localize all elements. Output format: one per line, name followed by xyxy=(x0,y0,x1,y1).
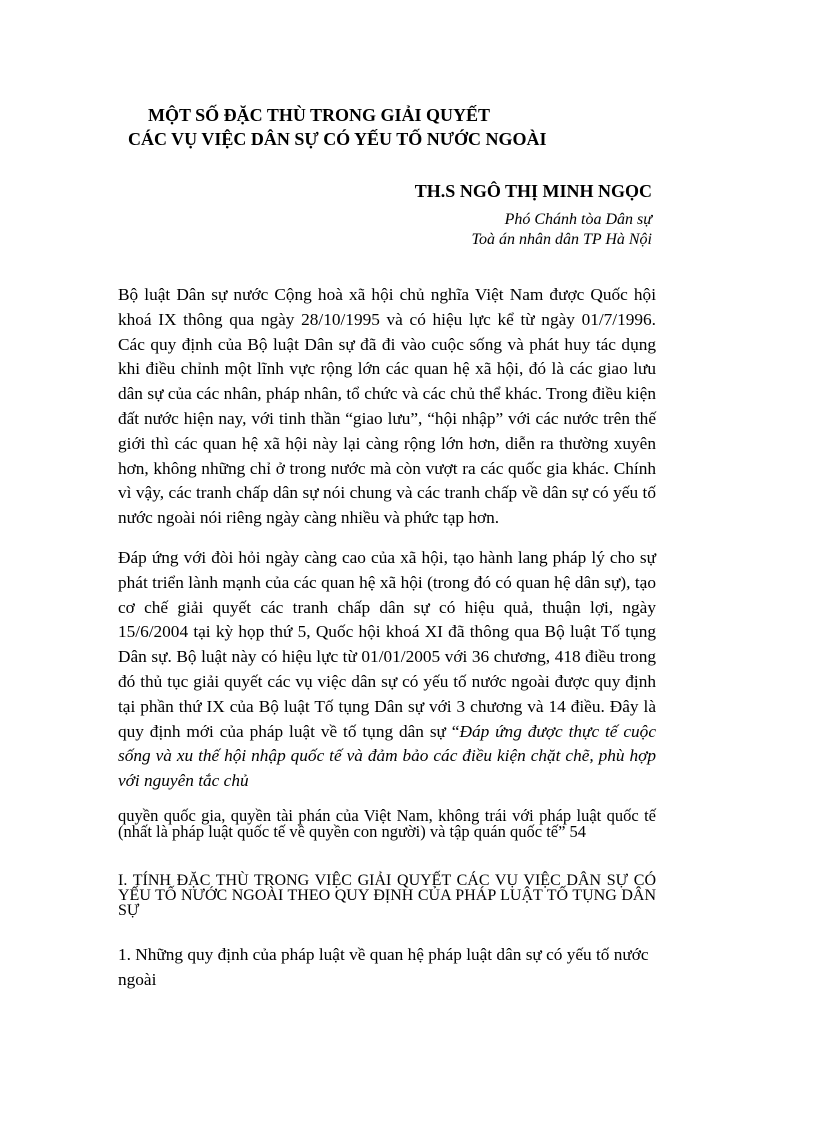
document-title-line-1: MỘT SỐ ĐẶC THÙ TRONG GIẢI QUYẾT xyxy=(148,105,491,125)
body-paragraph-1: Bộ luật Dân sự nước Cộng hoà xã hội chủ nghĩa Việt Nam được Quốc hội khoá IX thông qua ngày 28/10/1995 và có hiệu lực kể từ ngày 01/7/1996. Các quy định của Bộ luật Dân sự đã đi vào cuộc sống và phát huy tác dụng khi điều chỉnh một lĩnh vực rộng lớn các quan hệ xã hội, đó là các giao lưu dân sự của các nhân, pháp nhân, tổ chức và các chủ thể khác. Trong điều kiện đất nước hiện nay, với tinh thần “giao lưu”, “hội nhập” với các nước trên thế giới thì các quan hệ xã hội này lại càng rộng lớn hơn, diễn ra thường xuyên hơn, không những chỉ ở trong nước mà còn vượt ra các quốc gia khác. Chính vì vậy, các tranh chấp dân sự nói chung và các tranh chấp về dân sự có yếu tố nước ngoài nói riêng ngày càng nhiều và phức tạp hơn. xyxy=(118,285,656,528)
author-role-line-2: Toà án nhân dân TP Hà Nội xyxy=(471,231,652,248)
body-paragraph-3: quyền quốc gia, quyền tài phán của Việt Nam, không trái với pháp luật quốc tế (nhất là pháp luật quốc tế về quyền con người) và tập quán quốc tế” 54 xyxy=(118,806,656,841)
author-role-line-1: Phó Chánh tòa Dân sự xyxy=(504,211,652,228)
section-heading: I. TÍNH ĐẶC THÙ TRONG VIỆC GIẢI QUYẾT CÁC VỤ VIỆC DÂN SỰ CÓ YẾU TỐ NƯỚC NGOÀI THEO QUY ĐỊNH CỦA PHÁP LUẬT TỐ TỤNG DÂN SỰ xyxy=(118,872,656,919)
author-name: TH.S NGÔ THỊ MINH NGỌC xyxy=(414,181,652,201)
body-paragraph-2 xyxy=(118,546,656,794)
body-paragraph-2-quote: Đáp ứng được thực tế cuộc sống và xu thế hội nhập quốc tế và đảm bảo các điều kiện chặt chẽ, phù hợp với nguyên tắc chủ xyxy=(118,721,656,791)
body-paragraph-2-text: Đáp ứng với đòi hỏi ngày càng cao của xã hội, tạo hành lang pháp lý cho sự phát triển lành mạnh của các quan hệ xã hội (trong đó có quan hệ dân sự), tạo cơ chế giải quyết các tranh chấp dân sự có hiệu quả, thuận lợi, ngày 15/6/2004 tại kỳ họp thứ 5, Quốc hội khoá XI đã thông qua Bộ luật Tố tụng Dân sự. Bộ luật này có hiệu lực từ 01/01/2005 với 36 chương, 418 điều trong đó thủ tục giải quyết các vụ việc dân sự có yếu tố nước ngoài được quy định tại phần thứ IX của Bộ luật Tố tụng Dân sự với 3 chương và 14 điều. Đây là quy định mới của pháp luật về tố tụng dân sự “ xyxy=(118,548,656,741)
document-title-line-2: CÁC VỤ VIỆC DÂN SỰ CÓ YẾU TỐ NƯỚC NGOÀI xyxy=(128,129,547,149)
subsection-heading: 1. Những quy định của pháp luật về quan hệ pháp luật dân sự có yếu tố nước ngoài xyxy=(118,945,649,989)
